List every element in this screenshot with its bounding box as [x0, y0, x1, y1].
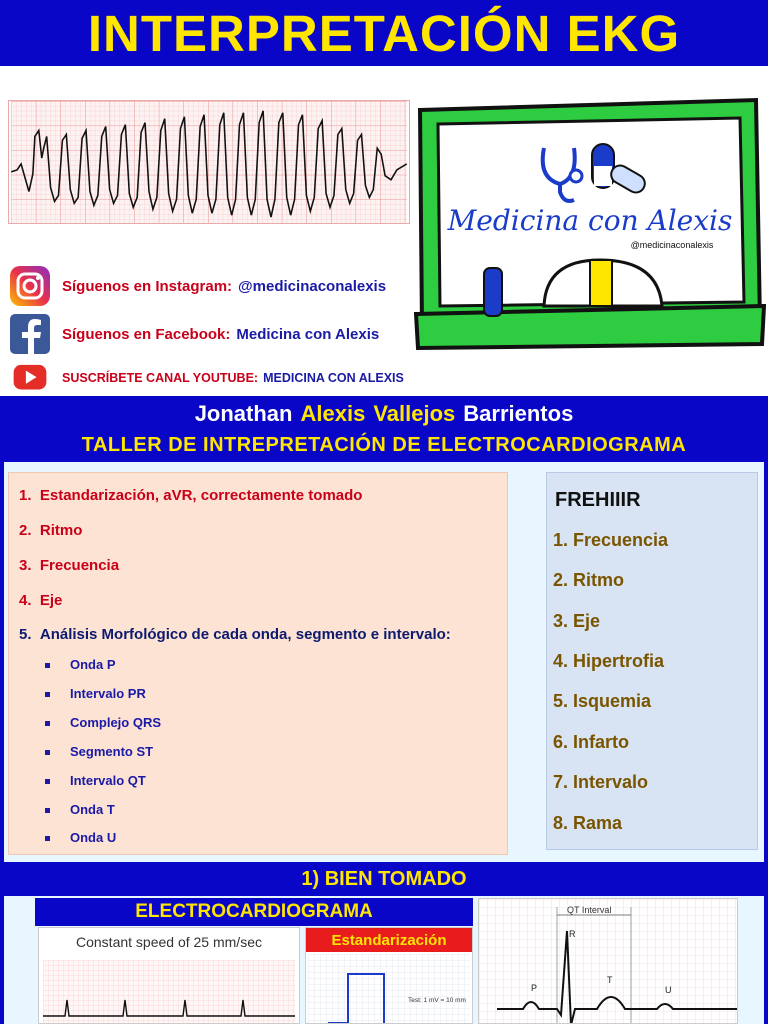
standardization-label-banner [306, 928, 472, 952]
facebook-page[interactable]: Medicina con Alexis [236, 325, 380, 343]
bullet-icon [45, 836, 50, 841]
speed-figure [38, 927, 300, 1024]
youtube-icon [8, 360, 52, 396]
section-1-banner [0, 866, 768, 892]
author-middle2: Vallejos [373, 401, 456, 426]
social-youtube-row[interactable] [8, 356, 428, 400]
steps-panel [8, 472, 508, 855]
qt-interval-label: QT Interval [567, 905, 612, 915]
medicina-con-alexis-logo [414, 92, 766, 354]
substep-item: Complejo QRS [45, 715, 161, 730]
instagram-handle[interactable]: @medicinaconalexis [238, 277, 387, 295]
social-instagram-row[interactable] [8, 264, 428, 308]
step-4: 4. Eje [19, 592, 63, 609]
facebook-icon [8, 312, 52, 356]
page-title: INTERPRETACIÓN EKG [87, 4, 681, 62]
step-2: 2. Ritmo [19, 522, 83, 539]
frehiiir-item: 7. Intervalo [553, 772, 649, 792]
workshop-banner [0, 432, 768, 458]
qt-interval-ecg-image [479, 899, 737, 1023]
author-first: Jonathan [194, 401, 293, 426]
step-5: 5. Análisis Morfológico de cada onda, segmento e intervalo: [19, 626, 451, 643]
frehiiir-panel [546, 472, 758, 850]
frehiiir-title: FREHIIIR [555, 489, 641, 511]
standardization-label: Estandarización [331, 931, 447, 949]
bullet-icon [45, 779, 50, 784]
social-facebook-row[interactable] [8, 312, 428, 356]
frehiiir-item: 3. Eje [553, 611, 601, 631]
standardization-figure [305, 927, 473, 1024]
logo-brand-text: Medicina con Alexis [447, 204, 733, 237]
section-1-title: 1) BIEN TOMADO [301, 867, 467, 890]
standardization-pulse-image [308, 954, 470, 1023]
substep-item: Intervalo QT [45, 773, 146, 788]
substep-item: Onda P [45, 657, 116, 672]
bullet-icon [45, 663, 50, 668]
substep-item: Onda T [45, 802, 115, 817]
substep-item: Onda U [45, 830, 116, 845]
frehiiir-item: 5. Isquemia [553, 691, 652, 711]
qt-interval-figure [478, 898, 738, 1024]
step-3: 3. Frecuencia [19, 557, 120, 574]
facebook-label: Síguenos en Facebook: [62, 325, 231, 343]
instagram-label: Síguenos en Instagram: [62, 277, 233, 295]
author-banner [0, 396, 768, 432]
speed-ecg-image [43, 960, 295, 1023]
speed-caption: Constant speed of 25 mm/sec [76, 934, 262, 950]
frehiiir-item: 2. Ritmo [553, 570, 625, 590]
author-last: Barrientos [463, 401, 574, 426]
step-1: 1. Estandarización, aVR, correctamente tomado [19, 487, 363, 504]
youtube-channel[interactable]: MEDICINA CON ALEXIS [263, 371, 404, 385]
bullet-icon [45, 808, 50, 813]
bullet-icon [45, 750, 50, 755]
wave-label-p: P [531, 983, 538, 993]
bullet-icon [45, 692, 50, 697]
frehiiir-item: 4. Hipertrofia [553, 651, 665, 671]
substep-item: Intervalo PR [45, 686, 146, 701]
wave-label-t: T [607, 975, 613, 985]
logo-handle-text: @medicinaconalexis [630, 240, 714, 250]
title-banner [0, 0, 768, 66]
standardization-test-text: Test: 1 mV = 10 mm [408, 997, 466, 1004]
wave-label-r: R [569, 929, 576, 939]
youtube-label: SUSCRÍBETE CANAL YOUTUBE: [62, 371, 259, 385]
wave-label-u: U [665, 985, 672, 995]
bullet-icon [45, 721, 50, 726]
frehiiir-item: 6. Infarto [553, 732, 630, 752]
instagram-icon [8, 264, 52, 308]
ecg-label-banner [35, 898, 473, 926]
author-middle1: Alexis [300, 401, 366, 426]
frehiiir-item: 1. Frecuencia [553, 530, 669, 550]
frehiiir-item: 8. Rama [553, 813, 623, 833]
workshop-title: TALLER DE INTREPRETACIÓN DE ELECTROCARDIOGRAMA [81, 433, 687, 456]
ecg-strip-image [8, 100, 410, 224]
substep-item: Segmento ST [45, 744, 153, 759]
ecg-label: ELECTROCARDIOGRAMA [135, 901, 373, 922]
